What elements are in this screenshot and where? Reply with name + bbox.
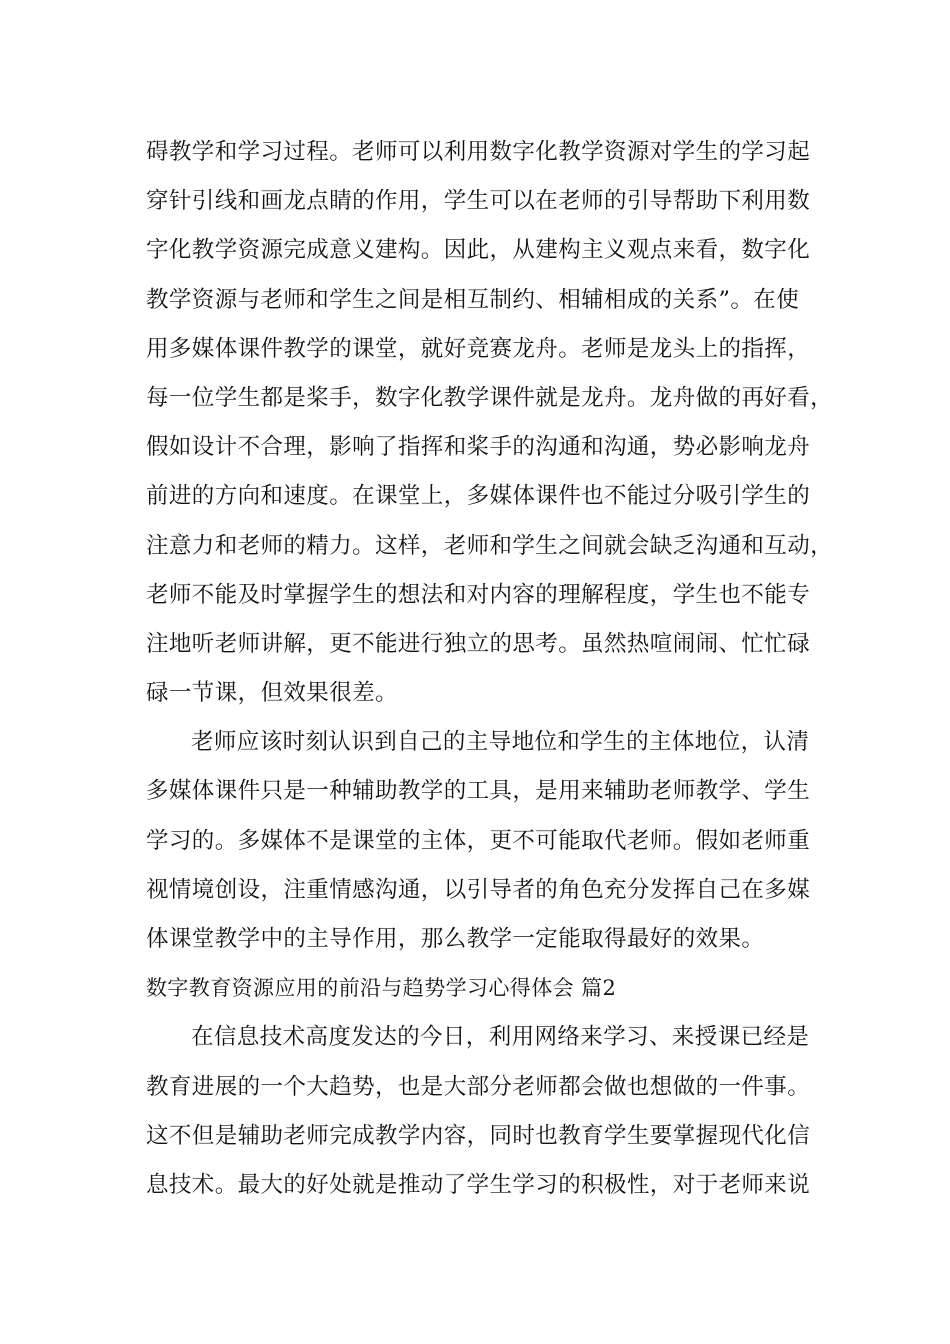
- text-line: 假如设计不合理，影响了指挥和桨手的沟通和沟通，势必影响龙舟: [146, 434, 811, 461]
- text-line: 碍教学和学习过程。老师可以利用数字化教学资源对学生的学习起: [146, 139, 811, 165]
- text-line: 体课堂教学中的主导作用，那么教学一定能取得最好的效果。: [146, 926, 765, 952]
- text-line: 视情境创设，注重情感沟通，以引导者的角色充分发挥自己在多媒: [146, 876, 811, 903]
- text-line: 这不但是辅助老师完成教学内容，同时也教育学生要掌握现代化信: [146, 1122, 811, 1149]
- text-line: 教育进展的一个大趋势，也是大部分老师都会做也想做的一件事。: [146, 1073, 811, 1100]
- text-line: 息技术。最大的好处就是推动了学生学习的积极性，对于老师来说: [146, 1171, 811, 1198]
- text-line: 每一位学生都是桨手，数字化教学课件就是龙舟。龙舟做的再好看，: [146, 384, 834, 411]
- text-line: 前进的方向和速度。在课堂上，多媒体课件也不能过分吸引学生的: [146, 483, 811, 510]
- text-line: 多媒体课件只是一种辅助教学的工具，是用来辅助老师教学、学生: [146, 778, 811, 805]
- text-line: 用多媒体课件教学的课堂，就好竞赛龙舟。老师是龙头上的指挥，: [146, 335, 811, 362]
- text-line: 穿针引线和画龙点睛的作用，学生可以在老师的引导帮助下利用数: [146, 188, 811, 215]
- text-line: 注地听老师讲解，更不能进行独立的思考。虽然热喧闹闹、忙忙碌: [146, 630, 811, 657]
- text-line: 碌一节课，但效果很差。: [146, 680, 398, 707]
- document-body: [146, 128, 834, 1210]
- text-line: 注意力和老师的精力。这样，老师和学生之间就会缺乏沟通和互动，: [146, 532, 834, 559]
- text-line: 字化教学资源完成意义建构。因此，从建构主义观点来看，数字化: [146, 237, 811, 264]
- text-line: 老师不能及时掌握学生的想法和对内容的理解程度，学生也不能专: [146, 581, 811, 608]
- text-line: 教学资源与老师和学生之间是相互制约、相辅相成的关系”。在使: [146, 286, 800, 313]
- text-line: 学习的。多媒体不是课堂的主体，更不可能取代老师。假如老师重: [146, 827, 811, 854]
- paragraph-start-line: 老师应该时刻认识到自己的主导地位和学生的主体地位，认清: [191, 729, 810, 756]
- paragraph-start-line: 在信息技术高度发达的今日，利用网络来学习、来授课已经是: [191, 1024, 810, 1051]
- section-heading: 数字教育资源应用的前沿与趋势学习心得体会 篇2: [146, 976, 617, 1001]
